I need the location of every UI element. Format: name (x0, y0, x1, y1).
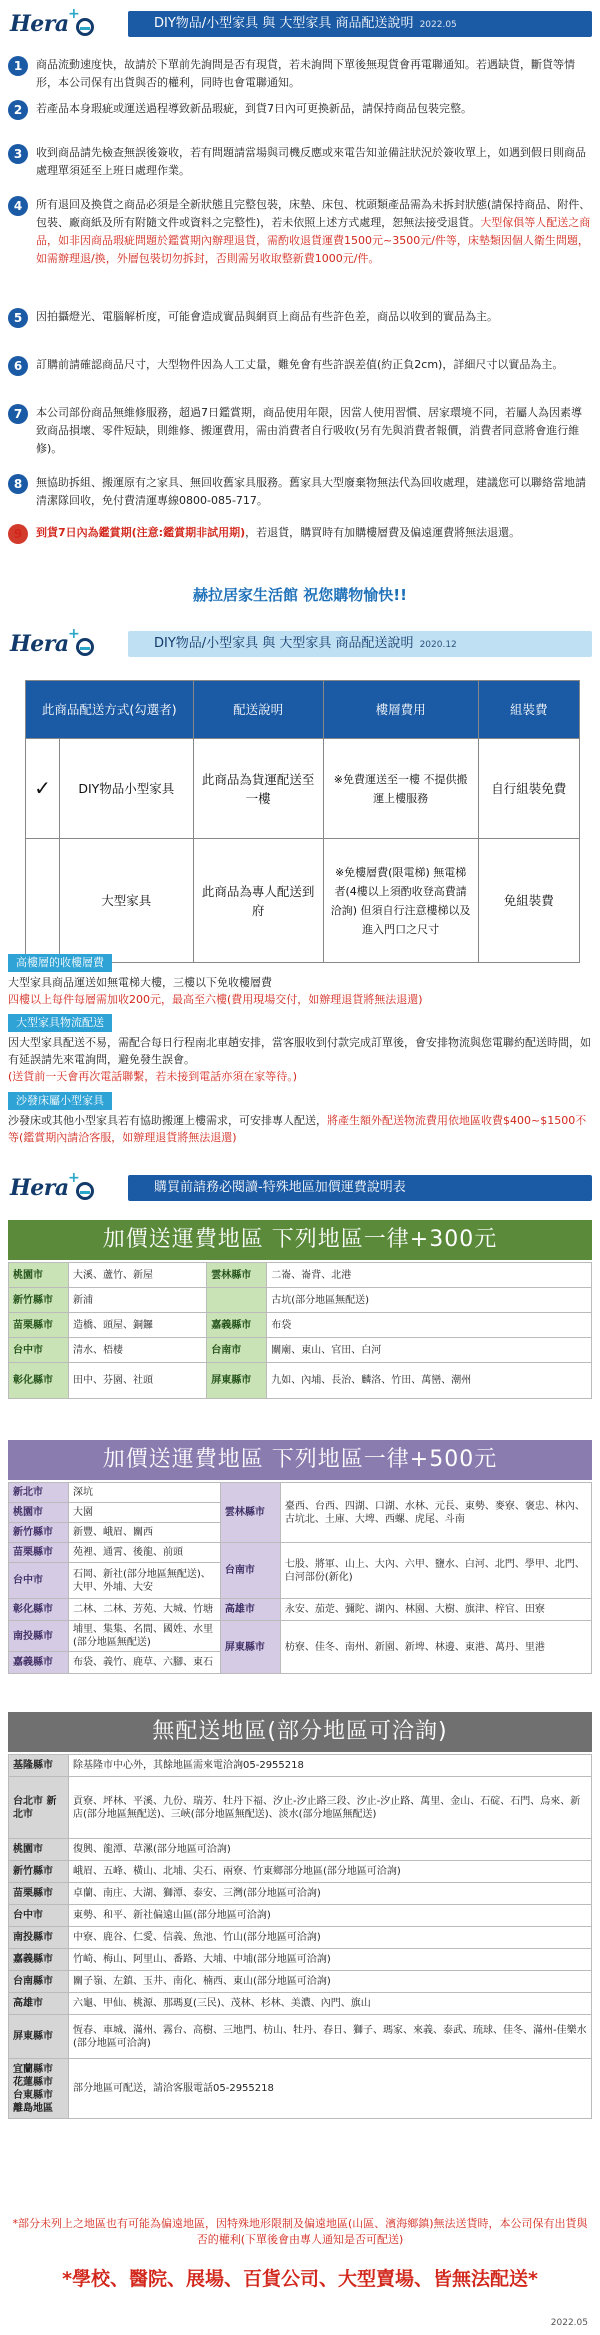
note-tag-floor: 高樓層的收樓層費 (8, 954, 112, 972)
footnote-no-delivery-venues: *學校、醫院、展場、百貨公司、大型賣場、皆無法配送* (62, 2268, 538, 2290)
footer-date: 2022.05 (550, 2318, 588, 2328)
zone300-title: 加價送運費地區 下列地區一律+300元 (8, 1220, 592, 1260)
col-method: 此商品配送方式(勾選者) (26, 681, 194, 739)
table-row: 高雄市 六龜、甲仙、桃源、那瑪夏(三民)、茂林、杉林、美濃、內門、旗山 (9, 1993, 592, 2015)
table-row: 台北市 新北市 貢寮、坪林、平溪、九份、瑞芳、牡丹下福、汐止-汐止路三段、汐止-汐止路、萬里、金山、石碇、石門、烏來、新店(部分地區無配送)、三峽(部分地區無配送)、淡水(部分地區無配送) (9, 1777, 592, 1839)
note-tag-sofa: 沙發床屬小型家具 (8, 1092, 112, 1110)
table-row: 台中市 清水、梧棲 台南市 關廟、東山、官田、白河 (9, 1338, 592, 1363)
table-row: 苗栗縣市 苑裡、通霄、後龍、前頭 台南市 七股、將軍、山上、大內、六甲、鹽水、白河、北門、學甲、北門、白河部份(新化) (9, 1543, 592, 1563)
note-logistics: 因大型家具配送不易，需配合每日行程南北車趟安排，當客服收到付款完成訂單後，會安排物流與您電聯約配送時間，如有延誤請先來電詢問，避免發生誤會。 (送貨前一天會再次電話聯繫，若未接到電話亦須在家等待。) (8, 1036, 591, 1083)
table-row: 台中市 石岡、新社(部分地區無配送)、大甲、外埔、大安 (9, 1563, 592, 1599)
zone500-title: 加價送運費地區 下列地區一律+500元 (8, 1440, 592, 1480)
section1-header (0, 4, 600, 44)
table-row: 桃園市 大溪、蘆竹、新屋 雲林縣市 二崙、崙背、北港 (9, 1263, 592, 1288)
section2-date: 2020.12 (419, 640, 457, 650)
section3-header (0, 1168, 600, 1208)
table-row: 南投縣市 埔里、集集、名間、國姓、水里(部分地區無配送) 屏東縣市 枋寮、佳冬、南州、新園、新埤、林邊、東港、萬丹、里港 (9, 1621, 592, 1652)
table-row: 台中市 東勢、和平、新社偏遠山區(部分地區可洽詢) (9, 1905, 592, 1927)
nozone-table (8, 1754, 592, 2119)
table-row: 桃園市 大園 (9, 1503, 592, 1523)
table-row: 南投縣市 中寮、鹿谷、仁愛、信義、魚池、竹山(部分地區可洽詢) (9, 1927, 592, 1949)
section2-title: DIY物品/小型家具 與 大型家具 商品配送說明 (154, 636, 414, 651)
section2-title-bar (128, 631, 592, 657)
table-row: ✓ DIY物品小型家具 此商品為貨運配送至一樓 ※免費運送至一樓 不提供搬運上樓服務 自行組裝免費 (26, 739, 580, 839)
section1-title: DIY物品/小型家具 與 大型家具 商品配送說明 (154, 16, 414, 31)
hera-logo: Hera + (10, 1174, 130, 1204)
footnote-remote-areas: *部分未列上之地區也有可能為偏遠地區，因特殊地形限制及偏遠地區(山區、濱海鄉鎮)無法送貨時，本公司保有出貨與否的權利(下單後會由專人通知是否可配送) (12, 2217, 588, 2246)
hera-logo: Hera + (10, 10, 130, 40)
checkmark-icon: ✓ (26, 739, 60, 839)
section2-header (0, 624, 600, 664)
section1-title-bar (128, 11, 592, 37)
note-sofa: 沙發床或其他小型家具若有協助搬運上樓需求，可安排專人配送，將產生額外配送物流費用依地區收費$400~$1500不等(鑑賞期內請洽客服，如辦理退貨將無法退還) (8, 1114, 587, 1144)
note-tag-logistics: 大型家具物流配送 (8, 1014, 112, 1032)
table-row: 基隆縣市 除基隆市中心外，其餘地區需來電洽詢05-2955218 (9, 1755, 592, 1777)
table-row: 苗栗縣市 卓蘭、南庄、大湖、獅潭、泰安、三灣(部分地區可洽詢) (9, 1883, 592, 1905)
zone500-table (8, 1482, 592, 1674)
table-row: 桃園市 復興、龍潭、草漯(部分地區可洽詢) (9, 1839, 592, 1861)
delivery-method-table (25, 680, 580, 963)
table-row: 台南縣市 關子嶺、左鎮、玉井、南化、楠西、東山(部分地區可洽詢) (9, 1971, 592, 1993)
section1-date: 2022.05 (419, 20, 457, 30)
col-floor: 樓層費用 (323, 681, 478, 739)
note-floor: 大型家具商品運送如無電梯大樓，三樓以下免收樓層費 四樓以上每件每層需加收200元，最高至六樓(費用現場交付，如辦理退貨將無法退還) (8, 976, 423, 1006)
table-row: 彰化縣市 田中、芬園、社頭 屏東縣市 九如、內埔、長治、麟洛、竹田、萬巒、潮州 (9, 1363, 592, 1399)
zone300-table (8, 1262, 592, 1399)
section3-title-bar (128, 1175, 592, 1201)
nozone-title: 無配送地區(部分地區可洽詢) (8, 1712, 592, 1752)
table-row: 大型家具 此商品為專人配送到府 ※免樓層費(限電梯) 無電梯者(4樓以上須酌收登高費請洽詢) 但須自行注意樓梯以及進入門口之尺寸 免組裝費 (26, 839, 580, 963)
table-row: 新竹縣市 新豐、峨眉、關西 (9, 1523, 592, 1543)
table-row: 嘉義縣市 竹崎、梅山、阿里山、番路、大埔、中埔(部分地區可洽詢) (9, 1949, 592, 1971)
closing-message: 赫拉居家生活館 祝您購物愉快!! (193, 586, 407, 604)
table-row: 新竹縣市 新浦 古坑(部分地區無配送) (9, 1288, 592, 1313)
col-desc: 配送說明 (193, 681, 323, 739)
table-row: 屏東縣市 恆春、車城、滿州、霧台、高樹、三地門、枋山、牡丹、春日、獅子、瑪家、來義、泰武、琉球、佳冬、滿州-佳樂水(部分地區可洽詢) (9, 2015, 592, 2059)
table-row: 嘉義縣市 布袋、義竹、鹿草、六腳、東石 (9, 1652, 592, 1674)
table-row: 新北市 深坑 雲林縣市 臺西、台西、四湖、口湖、水林、元長、東勢、麥寮、褒忠、林內、古坑北、土庫、大埤、西螺、虎尾、斗南 (9, 1483, 592, 1503)
section3-title: 購買前請務必閱讀-特殊地區加價運費說明表 (154, 1180, 406, 1195)
table-row: 新竹縣市 峨眉、五峰、橫山、北埔、尖石、兩寮、竹東鄉部分地區(部分地區可洽詢) (9, 1861, 592, 1883)
table-row: 宜蘭縣市 花蓮縣市 台東縣市 離島地區 部分地區可配送，請洽客服電話05-2955218 (9, 2059, 592, 2119)
col-assembly: 組裝費 (478, 681, 579, 739)
hera-logo: Hera + (10, 630, 130, 660)
table-row: 彰化縣市 二林、二林、芳苑、大城、竹塘 高雄市 永安、茄萣、彌陀、湖內、林園、大樹、旗津、梓官、田寮 (9, 1599, 592, 1621)
table-row: 苗栗縣市 造橋、頭屋、銅鑼 嘉義縣市 布袋 (9, 1313, 592, 1338)
